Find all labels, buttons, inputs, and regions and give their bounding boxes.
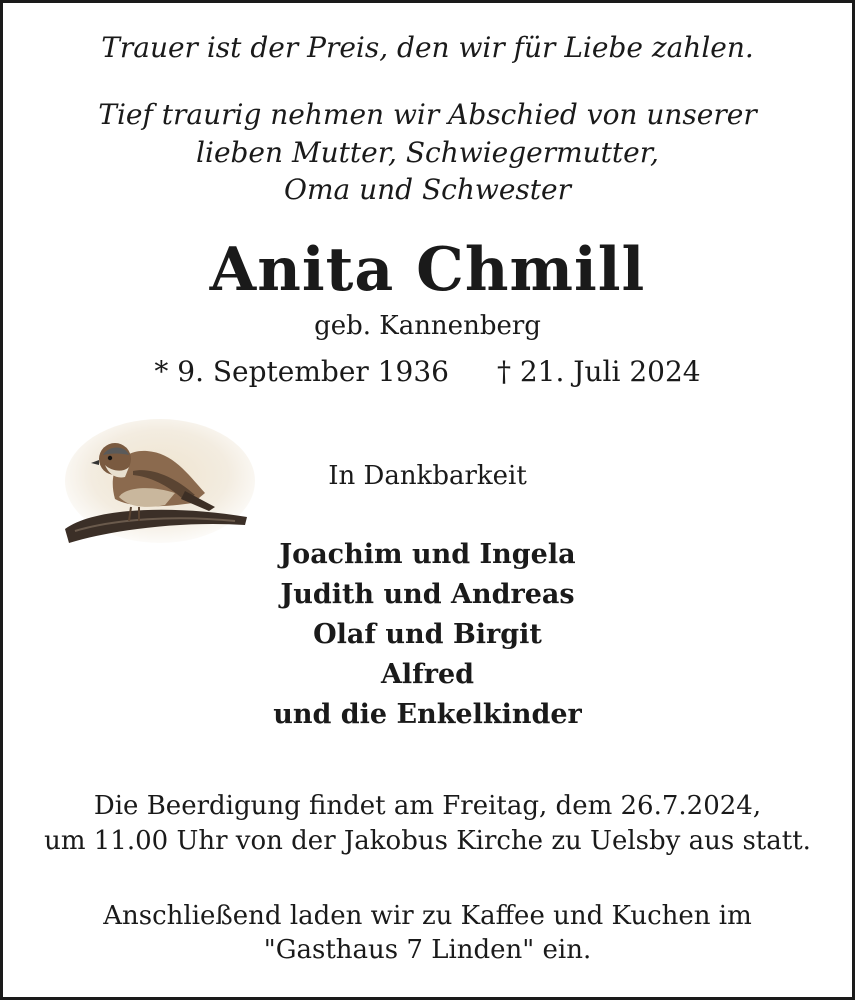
reception-line-2: "Gasthaus 7 Linden" ein. bbox=[263, 935, 592, 965]
maiden-name: geb. Kannenberg bbox=[314, 311, 541, 341]
reception-line-1: Anschließend laden wir zu Kaffee und Kuchen im bbox=[103, 901, 752, 931]
intro-line-2: lieben Mutter, Schwiegermutter, bbox=[196, 136, 659, 169]
mourner-name: Joachim und Ingela bbox=[279, 539, 576, 570]
funeral-line-2: um 11.00 Uhr von der Jakobus Kirche zu Uelsby aus statt. bbox=[44, 826, 811, 856]
intro-line-1: Tief traurig nehmen wir Abschied von unserer bbox=[98, 98, 757, 131]
intro-line-3: Oma und Schwester bbox=[284, 173, 571, 206]
funeral-line-1: Die Beerdigung findet am Freitag, dem 26.7.2024, bbox=[93, 791, 762, 821]
thanks-text: In Dankbarkeit bbox=[328, 461, 527, 491]
motto: Trauer ist der Preis, den wir für Liebe zahlen. bbox=[101, 31, 754, 64]
deceased-name: Anita Chmill bbox=[209, 235, 646, 305]
mourner-name: Olaf und Birgit bbox=[313, 619, 542, 650]
life-dates bbox=[3, 355, 852, 388]
mourner-name: Alfred bbox=[380, 659, 475, 690]
birth-date: * 9. September 1936 bbox=[154, 355, 449, 388]
mourner-name: und die Enkelkinder bbox=[273, 699, 582, 730]
mourner-name: Judith und Andreas bbox=[280, 579, 575, 610]
death-date: † 21. Juli 2024 bbox=[496, 355, 701, 388]
